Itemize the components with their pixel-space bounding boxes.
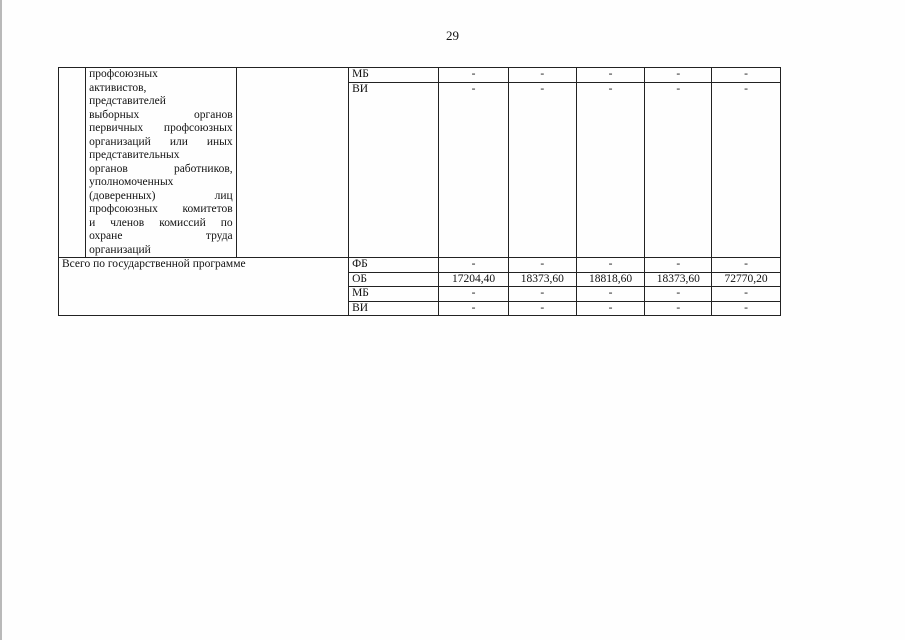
- table-row: [59, 258, 850, 273]
- description-line: представительных: [89, 149, 180, 161]
- value-cell: 18373,60: [508, 272, 576, 287]
- description-line: (доверенных) лиц: [89, 189, 233, 202]
- value-cell: 18373,60: [645, 272, 712, 287]
- value-cell: -: [439, 68, 508, 83]
- value-cell: -: [508, 258, 576, 273]
- description-line: уполномоченных: [89, 176, 174, 188]
- description-line: первичных профсоюзных: [89, 122, 233, 134]
- funding-source-code: ВИ: [349, 301, 439, 316]
- description-line: органов работников,: [89, 162, 233, 175]
- value-cell: -: [508, 82, 576, 258]
- program-funding-table: [58, 67, 850, 316]
- executor-cell: [236, 68, 348, 258]
- value-cell: -: [712, 301, 780, 316]
- funding-source-code: ОБ: [349, 272, 439, 287]
- value-cell: -: [645, 287, 712, 302]
- value-cell: -: [576, 68, 644, 83]
- value-cell: -: [712, 68, 780, 83]
- activity-description-cell: [86, 68, 237, 258]
- value-cell: -: [712, 82, 780, 258]
- description-line: охране труда: [89, 230, 233, 242]
- value-cell: -: [645, 258, 712, 273]
- scan-edge: [0, 0, 2, 640]
- value-cell: -: [508, 301, 576, 316]
- value-cell: -: [645, 82, 712, 258]
- value-cell: -: [576, 82, 644, 258]
- value-cell: -: [645, 68, 712, 83]
- value-cell: -: [508, 68, 576, 83]
- page-number: 29: [446, 28, 459, 43]
- value-cell: -: [439, 287, 508, 302]
- description-line: профсоюзных: [89, 68, 158, 80]
- row-number-cell: [59, 68, 86, 258]
- value-cell: 17204,40: [439, 272, 508, 287]
- value-cell: -: [712, 258, 780, 273]
- value-cell: -: [439, 82, 508, 258]
- description-line: представителей: [89, 95, 166, 107]
- total-label: Всего по государственной программе: [59, 258, 349, 316]
- value-cell: -: [576, 287, 644, 302]
- funding-source-code: ВИ: [349, 82, 439, 258]
- value-cell: 18818,60: [576, 272, 644, 287]
- value-cell: -: [645, 301, 712, 316]
- value-cell: -: [508, 287, 576, 302]
- description-line: организаций или иных: [89, 135, 233, 148]
- value-cell: 72770,20: [712, 272, 780, 287]
- table-row: [59, 68, 850, 83]
- value-cell: -: [439, 301, 508, 316]
- funding-source-code: МБ: [349, 68, 439, 83]
- description-line: активистов,: [89, 81, 147, 94]
- description-line: организаций: [89, 243, 151, 256]
- value-cell: -: [576, 258, 644, 273]
- description-line: профсоюзных комитетов: [89, 203, 233, 215]
- funding-source-code: ФБ: [349, 258, 439, 273]
- description-line: выборных органов: [89, 108, 233, 121]
- funding-source-code: МБ: [349, 287, 439, 302]
- description-line: и членов комиссий по: [89, 216, 233, 229]
- value-cell: -: [576, 301, 644, 316]
- value-cell: -: [712, 287, 780, 302]
- value-cell: -: [439, 258, 508, 273]
